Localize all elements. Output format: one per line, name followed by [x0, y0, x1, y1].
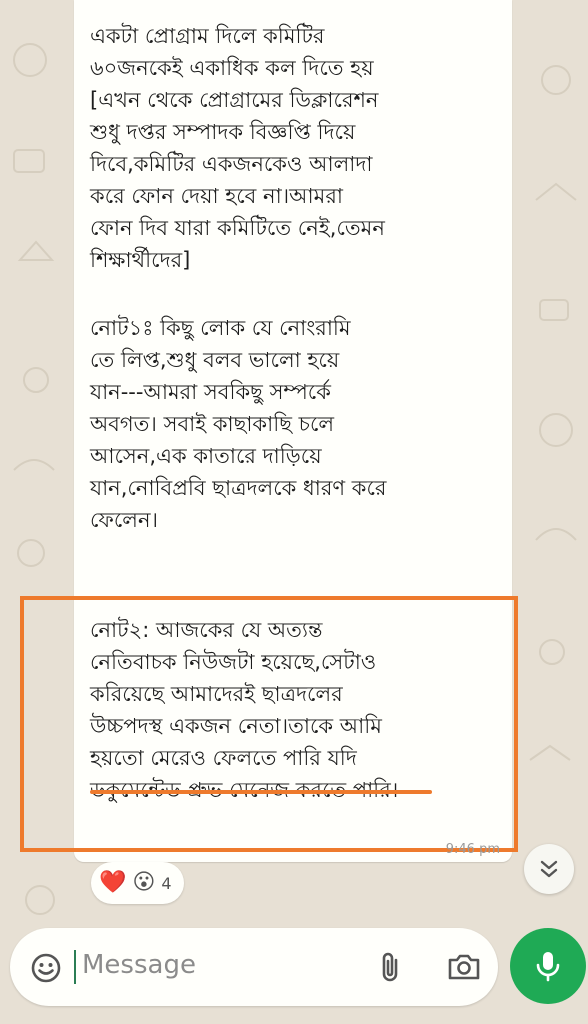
- message-composer[interactable]: [10, 928, 498, 1006]
- reaction-count: 4: [161, 873, 172, 893]
- paperclip-icon[interactable]: [374, 950, 406, 984]
- orange-underline: [90, 790, 432, 794]
- reactions-badge[interactable]: [91, 862, 184, 904]
- scroll-to-bottom-button[interactable]: [524, 844, 574, 894]
- message-paragraph-3: নোট২: আজকের যে অত্যন্ত নেতিবাচক নিউজটা হয়েছে,সেটাও করিয়েছে আমাদেরই ছাত্রদলের উচ্চপদস্থ একজন নেতা।তাকে আমি হয়তো মেরেও ফেলতে পারি যদি: [90, 618, 382, 770]
- heart-reaction-emoji: ❤️: [99, 870, 127, 895]
- microphone-icon: [533, 949, 563, 983]
- microphone-button[interactable]: [510, 928, 586, 1004]
- text-cursor: [74, 950, 76, 984]
- message-paragraph-2: নোট১ঃ কিছু লোক যে নোংরামি তে লিপ্ত,শুধু বলব ভালো হয়ে যান---আমরা সবকিছু সম্পর্কে অবগত। সবাই কাছাকাছি চলে আসেন,এক কাতারে দাড়িয়ে যান,নোবিপ্রবি ছাত্রদলকে ধারণ করে ফেলেন।: [90, 316, 387, 532]
- surprised-reaction-emoji: 😮: [132, 870, 156, 895]
- message-input[interactable]: Message: [82, 950, 196, 980]
- emoji-smile-icon[interactable]: [30, 952, 62, 984]
- camera-icon[interactable]: [446, 950, 482, 984]
- message-paragraph-1: একটা প্রোগ্রাম দিলে কমিটির ৬০জনকেই একাধিক কল দিতে হয় [এখন থেকে প্রোগ্রামের ডিক্লারেশন শুধু দপ্তর সম্পাদক বিজ্ঞপ্তি দিয়ে দিবে,কমিটির একজনকেও আলাদা করে ফোন দেয়া হবে না।আমরা ফোন দিব যারা কমিটিতে নেই,তেমন শিক্ষার্থীদের]: [90, 24, 385, 272]
- message-timestamp: 9:46 pm: [445, 842, 500, 857]
- orange-highlight-box: [20, 596, 518, 852]
- double-chevron-down-icon: [538, 858, 560, 880]
